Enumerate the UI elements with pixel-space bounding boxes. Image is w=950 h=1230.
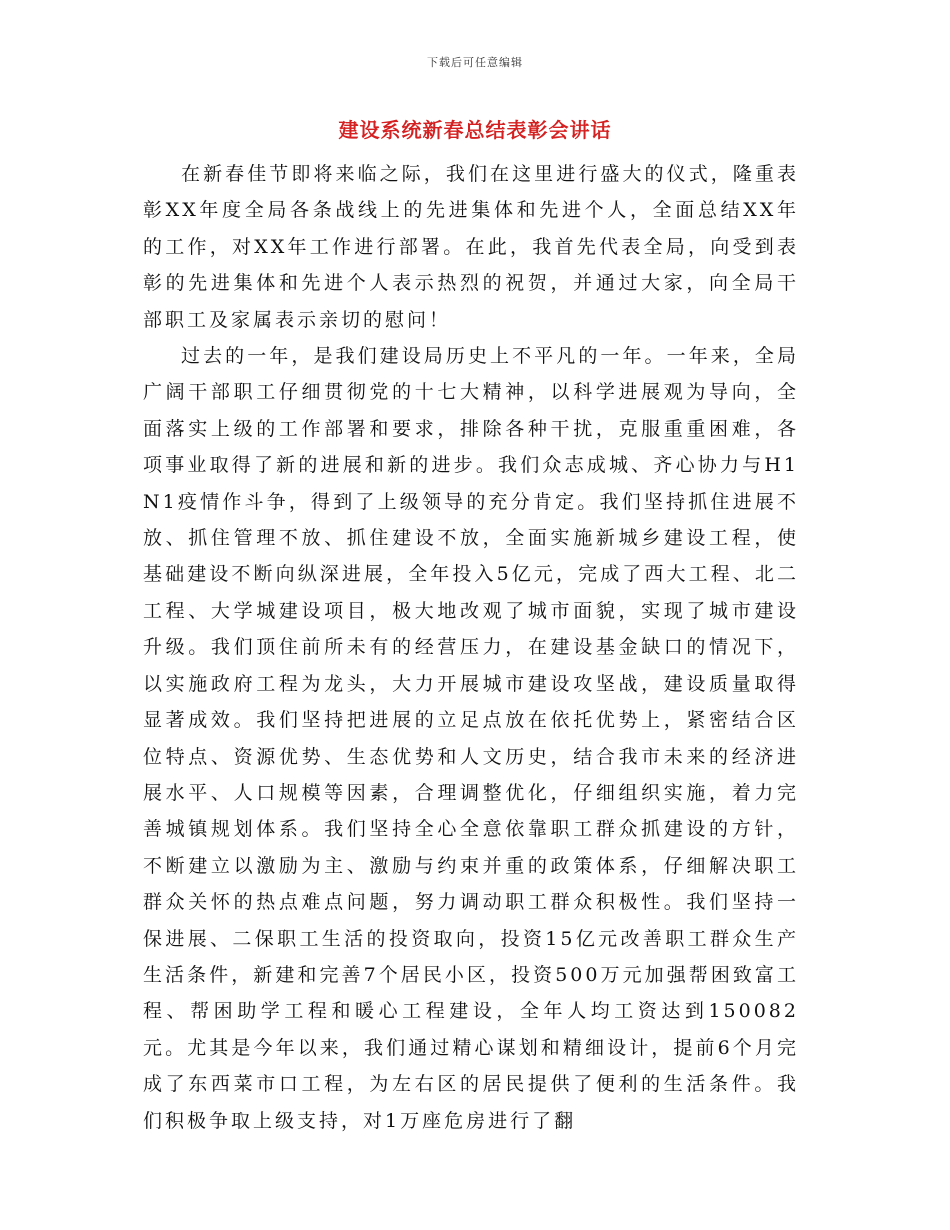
- document-body: [143, 156, 799, 1139]
- paragraph-2: 过去的一年，是我们建设局历史上不平凡的一年。一年来，全局广阔干部职工仔细贯彻党的十七大精神，以科学进展观为导向，全面落实上级的工作部署和要求，排除各种干扰，克服重重困难，各项事业取得了新的进展和新的进步。我们众志成城、齐心协力与H1N1疫情作斗争，得到了上级领导的充分肯定。我们坚持抓住进展不放、抓住管理不放、抓住建设不放，全面实施新城乡建设工程，使基础建设不断向纵深进展，全年投入5亿元，完成了西大工程、北二工程、大学城建设项目，极大地改观了城市面貌，实现了城市建设升级。我们顶住前所未有的经营压力，在建设基金缺口的情况下，以实施政府工程为龙头，大力开展城市建设攻坚战，建设质量取得显著成效。我们坚持把进展的立足点放在依托优势上，紧密结合区位特点、资源优势、生态优势和人文历史，结合我市未来的经济进展水平、人口规模等因素，合理调整优化，仔细组织实施，着力完善城镇规划体系。我们坚持全心全意依靠职工群众抓建设的方针，不断建立以激励为主、激励与约束并重的政策体系，仔细解决职工群众关怀的热点难点问题，努力调动职工群众积极性。我们坚持一保进展、二保职工生活的投资取向，投资15亿元改善职工群众生产生活条件，新建和完善7个居民小区，投资500万元加强帮困致富工程、帮困助学工程和暖心工程建设，全年人均工资达到150082元。尤其是今年以来，我们通过精心谋划和精细设计，提前6个月完成了东西菜市口工程，为左右区的居民提供了便利的生活条件。我们积极争取上级支持，对1万座危房进行了翻: [143, 345, 799, 1132]
- header-note: 下载后可任意编辑: [427, 56, 523, 69]
- paragraph-1: 在新春佳节即将来临之际，我们在这里进行盛大的仪式，隆重表彰XX年度全局各条战线上的先进集体和先进个人，全面总结XX年的工作，对XX年工作进行部署。在此，我首先代表全局，向受到表彰的先进集体和先进个人表示热烈的祝贺，并通过大家，向全局干部职工及家属表示亲切的慰问！: [143, 163, 799, 331]
- document-title: 建设系统新春总结表彰会讲话: [338, 118, 612, 142]
